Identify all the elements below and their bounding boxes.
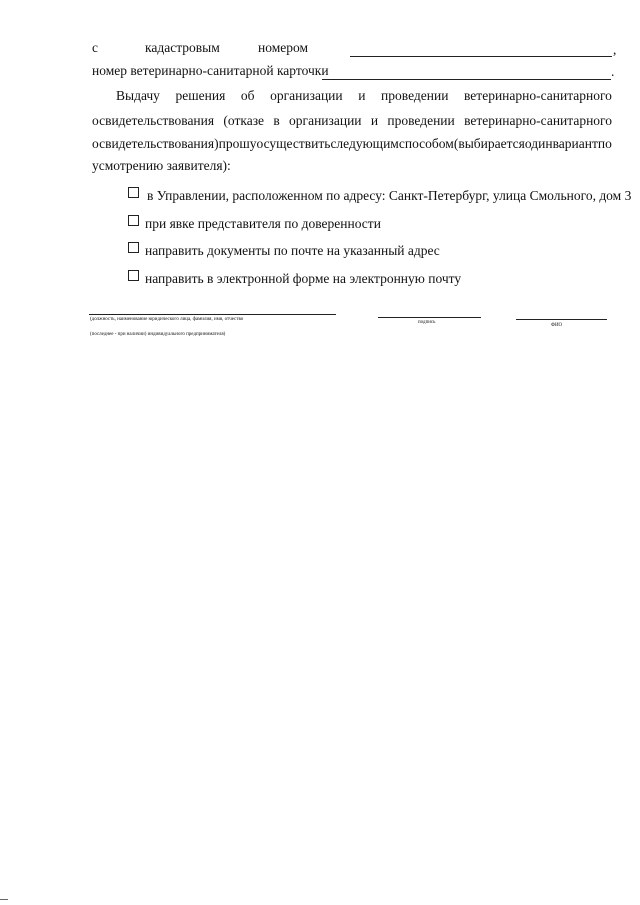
cadastral-comma: ,: [613, 42, 617, 57]
position-name-caption-1: (должность, наименование юридического лица, фамилия, имя, отчество: [90, 317, 244, 322]
para-word: организации: [270, 88, 343, 103]
signature-caption: подпись: [418, 320, 436, 325]
para-word: в: [273, 113, 280, 128]
option-label-representative: при явке представителя по доверенности: [145, 216, 381, 231]
para-word: освидетельствования): [92, 136, 219, 151]
para-word: решения: [175, 88, 226, 103]
option-checkbox-office[interactable]: [128, 187, 139, 198]
number-word: номером: [258, 40, 309, 55]
option-checkbox-email[interactable]: [128, 270, 139, 281]
para-word: способом: [398, 136, 454, 151]
vet-card-period: .: [611, 64, 615, 79]
paragraph-line-2: [92, 113, 612, 129]
para-word: и: [370, 113, 379, 128]
full-name-caption: ФИО: [551, 323, 563, 328]
cadastral-number-field[interactable]: [350, 56, 612, 57]
full-name-line[interactable]: [516, 319, 607, 320]
paragraph-line-1: [116, 88, 612, 104]
position-name-line[interactable]: [89, 314, 336, 315]
cadastral-prefix: с: [92, 40, 98, 55]
para-word: осуществить: [256, 136, 331, 151]
paragraph-line-3: [92, 136, 612, 152]
vet-card-number-field[interactable]: [322, 79, 611, 80]
para-word: ветеринарно-санитарного: [464, 88, 612, 103]
para-word: проведении: [381, 88, 449, 103]
option-checkbox-post[interactable]: [128, 242, 139, 253]
position-name-caption-2: (последнее - при наличии) индивидуального предпринимателя): [90, 332, 226, 337]
scan-edge-mark: [0, 899, 8, 900]
vet-card-label: номер ветеринарно-санитарной карточки: [92, 63, 329, 78]
para-word: и: [358, 88, 366, 103]
para-word: организации: [289, 113, 362, 128]
signature-line[interactable]: [378, 317, 481, 318]
para-word: освидетельствования: [92, 113, 215, 128]
para-word: проведении: [387, 113, 455, 128]
para-word: (выбирается: [453, 136, 525, 151]
option-label-office: в Управлении, расположенном по адресу: Санкт-Петербург, улица Смольного, дом 3: [147, 188, 632, 203]
para-word: Выдачу: [116, 88, 160, 103]
para-word: по: [597, 136, 612, 151]
para-word: (отказе: [223, 113, 265, 128]
para-word: следующим: [330, 136, 399, 151]
option-label-post: направить документы по почте на указанный адрес: [145, 243, 440, 258]
option-label-email: направить в электронной форме на электронную почту: [145, 271, 462, 286]
paragraph-line-4: усмотрению заявителя):: [92, 158, 231, 173]
para-word: об: [240, 88, 255, 103]
para-word: прошу: [218, 136, 257, 151]
para-word: один: [524, 136, 553, 151]
para-word: ветеринарно-санитарного: [464, 113, 612, 128]
cadastral-word: кадастровым: [145, 40, 220, 55]
option-checkbox-representative[interactable]: [128, 215, 139, 226]
para-word: вариант: [552, 136, 598, 151]
